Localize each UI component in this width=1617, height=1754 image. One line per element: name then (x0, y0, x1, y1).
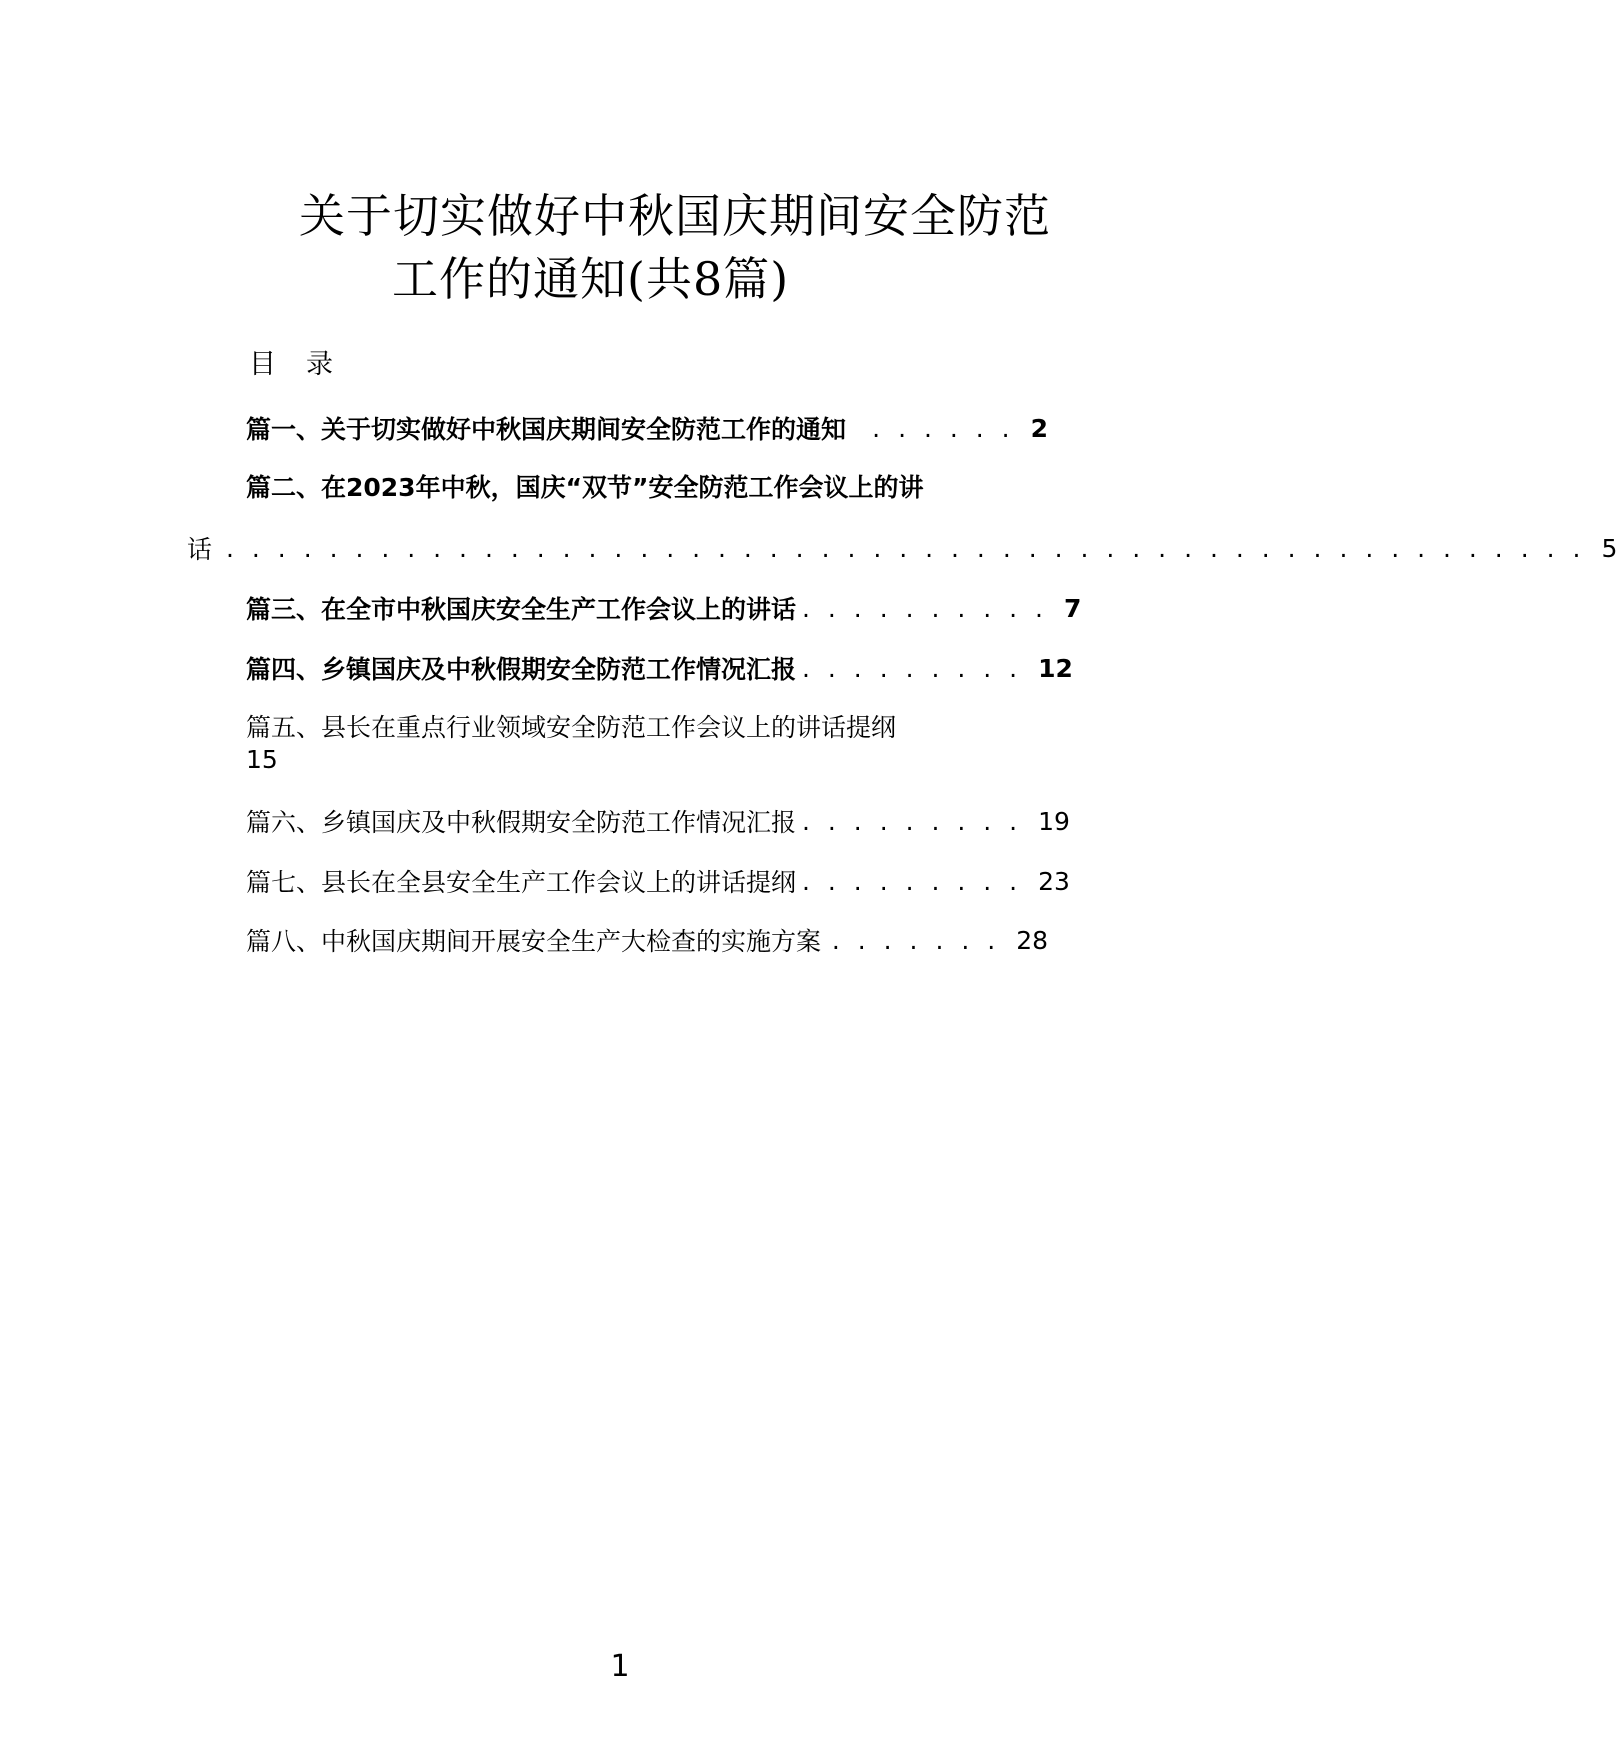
toc-entry-5[interactable] (246, 711, 896, 745)
toc-entry-3[interactable] (246, 588, 1082, 628)
toc-heading (249, 351, 333, 378)
toc-entry-1[interactable] (246, 408, 1048, 448)
toc-leader-dots: . . . . . . . . . (802, 866, 1023, 896)
toc-entry-label-continuation: 话 (187, 535, 213, 564)
document-title-line-2: 工作的通知(共8篇) (392, 252, 790, 306)
toc-page-number: 19 (1038, 806, 1070, 836)
toc-entry-2-continuation[interactable] (187, 528, 1617, 568)
toc-entry-2[interactable] (246, 468, 923, 508)
toc-leader-dots: . . . . . . . . . (802, 653, 1023, 683)
toc-entry-label: 篇三、在全市中秋国庆安全生产工作会议上的讲话 (246, 595, 797, 624)
toc-leader-dots: . . . . . . (872, 413, 1015, 443)
toc-entry-label: 篇七、县长在全县安全生产工作会议上的讲话提纲 (246, 868, 797, 897)
toc-entry-8[interactable] (246, 920, 1048, 960)
toc-page-number: 7 (1064, 593, 1082, 623)
toc-entry-5-page[interactable] (246, 743, 278, 777)
toc-page-number: 12 (1038, 653, 1073, 683)
toc-entry-label: 篇四、乡镇国庆及中秋假期安全防范工作情况汇报 (246, 655, 797, 684)
toc-page-number: 2 (1030, 413, 1048, 443)
toc-heading-part-1: 目 (249, 349, 276, 380)
toc-entry-label: 篇一、关于切实做好中秋国庆期间安全防范工作的通知 (246, 415, 847, 444)
toc-entry-6[interactable] (246, 801, 1070, 841)
document-title-line-1: 关于切实做好中秋国庆期间安全防范 (299, 189, 1051, 243)
toc-entry-4[interactable] (246, 648, 1073, 688)
toc-leader-dots: . . . . . . . . . (802, 806, 1023, 836)
toc-entry-label: 篇八、中秋国庆期间开展安全生产大检查的实施方案 (246, 927, 822, 956)
toc-entry-label: 篇六、乡镇国庆及中秋假期安全防范工作情况汇报 (246, 808, 797, 837)
toc-page-number: 23 (1038, 866, 1070, 896)
toc-page-number: 15 (246, 745, 278, 774)
page-footer-number: 1 (610, 1649, 630, 1684)
toc-leader-dots: . . . . . . . . . . . . . . . . . . . . . . . . . . . . . . . . . . . . . . . . . . . . . . . . . . . . . (226, 533, 1586, 563)
toc-leader-dots: . . . . . . . . . . (802, 593, 1049, 623)
toc-entry-label: 篇二、在2023年中秋，国庆“双节”安全防范工作会议上的讲 (246, 473, 924, 502)
toc-entry-7[interactable] (246, 861, 1070, 901)
toc-page-number: 28 (1016, 925, 1048, 955)
toc-page-number: 5 (1601, 533, 1617, 563)
toc-entry-label: 篇五、县长在重点行业领域安全防范工作会议上的讲话提纲 (246, 713, 897, 742)
toc-leader-dots: . . . . . . . (831, 925, 1001, 955)
toc-heading-part-2: 录 (306, 349, 333, 380)
